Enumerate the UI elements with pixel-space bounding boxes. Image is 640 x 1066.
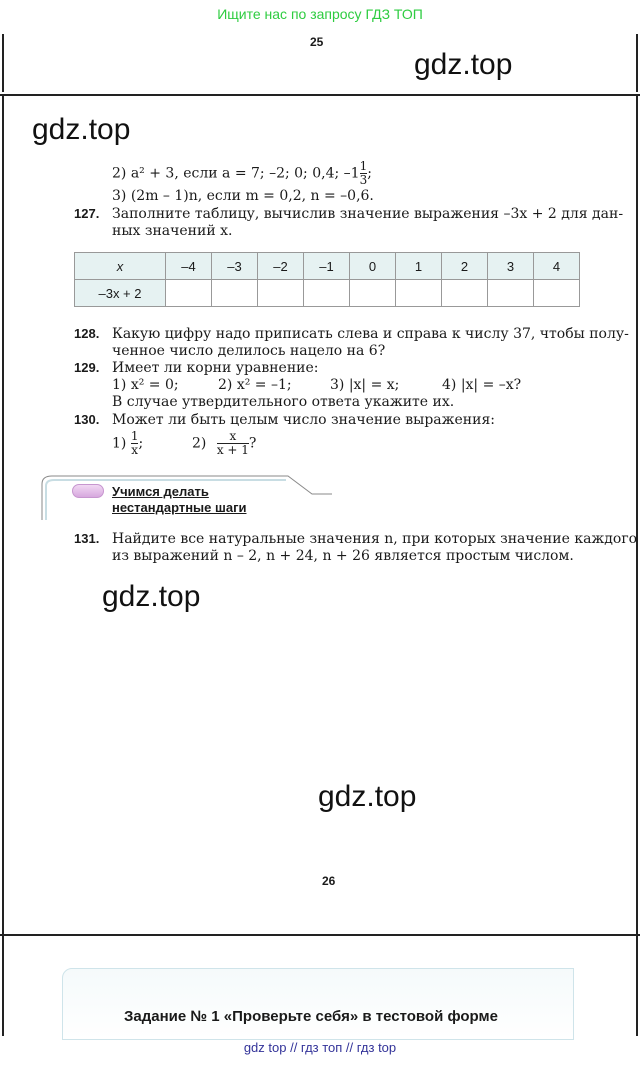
page-left-border (2, 96, 4, 934)
task-text: ных значений x. (112, 223, 233, 239)
watermark: gdz.top (102, 580, 201, 613)
equation: 2) x² = –1; (218, 377, 292, 393)
task-number: 128. (74, 326, 100, 341)
page-right-border (636, 34, 638, 92)
table-cell (488, 280, 534, 307)
page-number-bottom: 26 (322, 874, 336, 888)
table-cell: 0 (350, 253, 396, 280)
table-cell: –3 (212, 253, 258, 280)
page-divider (0, 934, 640, 936)
table-cell: 4 (534, 253, 580, 280)
page-left-border (2, 34, 4, 92)
table-cell: 2 (442, 253, 488, 280)
task-text: ченное число делилось нацело на 6? (112, 343, 386, 359)
test-section-card (62, 968, 574, 1040)
expression-b: 2) $\frac{x}{x + 1}$ ? (192, 429, 257, 457)
page-right-border (636, 96, 638, 934)
table-cell (212, 280, 258, 307)
equation: 4) |x| = –x? (442, 377, 522, 393)
table-cell (304, 280, 350, 307)
task-number: 131. (74, 531, 100, 546)
table-row (75, 253, 580, 280)
table-cell (166, 280, 212, 307)
page-left-border (2, 936, 4, 1036)
task-number: 127. (74, 206, 100, 221)
table-cell: –3x + 2 (75, 280, 166, 307)
task-text: Может ли быть целым число значение выражения: (112, 412, 496, 428)
table-cell: –1 (304, 253, 350, 280)
task-text: В случае утвердительного ответа укажите их. (112, 394, 455, 410)
task-text: Какую цифру надо приписать слева и справа к числу 37, чтобы полу- (112, 326, 629, 342)
table-cell: –4 (166, 253, 212, 280)
table-cell (258, 280, 304, 307)
expression-a: 1) $\frac{1}{x}$ ; (112, 429, 144, 457)
equation: 3) |x| = x; (330, 377, 400, 393)
table-cell: –2 (258, 253, 304, 280)
section-title: Учимся делать нестандартные шаги (112, 484, 247, 515)
table-cell: 3 (488, 253, 534, 280)
watermark: gdz.top (414, 48, 513, 81)
fraction: $\frac{1}{3}$ (359, 159, 368, 187)
page-number-top: 25 (310, 35, 324, 49)
fraction: $\frac{1}{x}$ (130, 429, 139, 457)
task-126-part2: 2) a² + 3, если a = 7; –2; 0; 0,4; –1 $\frac{1}{3}$ ; (112, 159, 372, 187)
fraction: $\frac{x}{x + 1}$ (216, 429, 249, 457)
table-cell: 1 (396, 253, 442, 280)
page-right-border (636, 936, 638, 1036)
table-cell (534, 280, 580, 307)
task-number: 129. (74, 360, 100, 375)
section-marker-icon (72, 484, 104, 498)
watermark: gdz.top (318, 780, 417, 813)
equation: 1) x² = 0; (112, 377, 179, 393)
task-number: 130. (74, 412, 100, 427)
task-text: из выражений n – 2, n + 24, n + 26 является простым числом. (112, 548, 574, 564)
table-cell (442, 280, 488, 307)
table-cell: x (75, 253, 166, 280)
table-cell (396, 280, 442, 307)
task-text: Заполните таблицу, вычислив значение выражения –3x + 2 для дан- (112, 206, 624, 222)
test-section-title: Задание № 1 «Проверьте себя» в тестовой форме (124, 1008, 498, 1025)
task-text: Имеет ли корни уравнение: (112, 360, 319, 376)
search-banner[interactable]: Ищите нас по запросу ГДЗ ТОП (217, 6, 423, 22)
values-table (74, 252, 580, 307)
task-126-part3: 3) (2m – 1)n, если m = 0,2, n = –0,6. (112, 188, 374, 204)
page-divider (0, 94, 640, 96)
table-cell (350, 280, 396, 307)
table-row (75, 280, 580, 307)
footer-links[interactable]: gdz top // гдз топ // гдз top (243, 1040, 397, 1055)
task-text: Найдите все натуральные значения n, при которых значение каждого (112, 531, 638, 547)
watermark: gdz.top (32, 113, 131, 146)
